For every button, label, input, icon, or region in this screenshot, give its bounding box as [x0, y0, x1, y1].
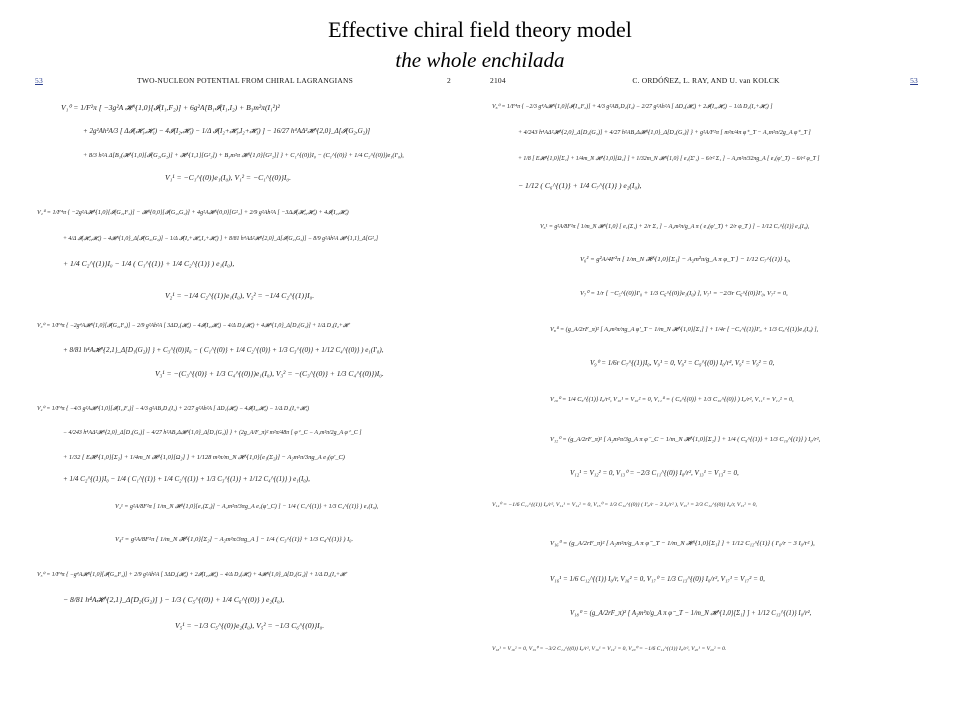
equation-line: + 1/32 [ E𝓗^{1,0}[Σ₂] + 1/4m_N 𝓗^{1,0}[Ω₂] ] + 1/128 m²π/m_N 𝓗^{1,0}[e₁(Σ₂)] − A₂m²π/3πg_A e₁(φ′_C) — [63, 454, 345, 461]
equation-line: V₆² = g²A/4F²π [ 1/m_N 𝓗^{1,0}[Σ₁] − A₂m²π/g_A π φ_T ] − 1/12 C₇^{(1)} I₀, — [580, 256, 791, 263]
equation-line: + 1/4 C₂^{(1)}I₀ − 1/4 ( C₁^{(1)} + 1/4 C₂^{(1)} + 1/3 C₃^{(1)} + 1/12 C₄^{(1)} ) e₁(I₀), — [63, 475, 310, 483]
left-page-link[interactable]: 53 — [35, 76, 43, 85]
equation-line: V₁₆¹ = 1/6 C₁₂^{(1)} I₀/r, V₁₆² = 0, V₁₇⁰ = 1/3 C₁₃^{(0)} I₀/r², V₁₇¹ = V₁₇² = 0, — [550, 575, 765, 583]
equation-line: + 4/243 h⁴AΔ²𝓗^{2,0}_Δ[D₂(G₂)] + 4/27 h²AB₂Δ𝓗^{1,0}_Δ[D₂(G₂)] } + g²A/F²π [ m²π/4π φ⁺_T − A₁m²π/2g_A φ⁺_T ] — [518, 130, 811, 136]
left-running-title: TWO-NUCLEON POTENTIAL FROM CHIRAL LAGRANGIANS — [137, 76, 353, 85]
right-running-title: C. ORDÓÑEZ, L. RAY, AND U. van KOLCK — [632, 76, 780, 85]
equation-line: + 2g²Ah²A/3 [ Δ𝓘(𝓗₁,𝓗₁) − 4𝓘(I₂,𝓗₁) − 1/Δ 𝓘(I₂+𝓗₁,I₂+𝓗₁) ] − 16/27 h⁴AΔ²𝓗^{2,0}_Δ[𝓘(G₂,G₂)] — [83, 127, 371, 135]
equation-line: V₁₈⁰ = (g_A/2rF_π)² [ A₂m²π/g_A π φ⁻_T − 1/m_N 𝓗^{1,0}[Σ₁] ] + 1/12 C₁₃^{(1)} I₀/r², — [570, 610, 812, 617]
equation-line: V₂¹ = −1/4 C₂^{(1)}e₁(I₀), V₂² = −1/4 C₂^{(1)}I₀. — [165, 291, 315, 300]
equation-line: V₈⁰ = (g_A/2rF_π)² [ A₂m²π/πg_A φ′_T − 1/m_N 𝓗^{1,0}[Σ₁] ] + 1/4r [ −C₅^{(1)}I′₀ + 1/3 C₆^{(1)}e₁(I₀) ], — [550, 326, 819, 333]
equation-line: V₁⁰ = 1/F²π [ −3g²A 𝓗^{1,0}[𝓘(I₁,F₂)] + 6g²A[B₁𝓘(I₁,I₂) + B₃m²π(I₁²)² — [61, 103, 280, 112]
equation-line: + 1/4 C₂^{(1)}I₀ − 1/4 ( C₁^{(1)} + 1/4 C₂^{(1)} ) e₁(I₀), — [63, 259, 235, 268]
equation-line: V₁¹ = −C₁^{(0)}e₁(I₀), V₁² = −C₁^{(0)}I₀. — [165, 173, 291, 182]
equation-line: V₁₄⁰ = −1/6 C₁₁^{(1)} I₀/r², V₁₄¹ = V₁₄² = 0, V₁₅⁰ = 1/3 C₁₂^{(0)} ( I′₀/r − 3 I₀/r² ), V₁₅¹ = 2/3 C₁₂^{(0)} I₀/r, V₁₅² = 0, — [492, 502, 757, 508]
equation-line: V₇⁰ = 1/r [ −C₅^{(0)}I′₀ + 1/3 C₆^{(0)}e₁(I₀) ], V₇¹ = −2/3r C₆^{(0)}I′₀, V₇² = 0, — [580, 290, 788, 297]
equation-line: V₄¹ = g²A/8F²π [ 1/m_N 𝓗^{1,0}[e₁(Σ₂)] − A₂m²π/3πg_A e₁(φ′_C) ] − 1/4 ( C₃^{(1)} + 1/3 C₄^{(1)} ) e₁(I₀), — [115, 504, 379, 510]
equation-line: V₃⁰ = 1/F⁴π { −2g⁴A𝓗^{1,0}[𝓘(G₂,F₂)] − 2/9 g²Ah²A [ 3ΔD₁(𝓗₂) − 4𝓘(I₂,𝓗₁) − 4/Δ D₁(𝓗₁) + 4𝓗^{1,0}_Δ[D₁(G₂)] + 1/Δ D₁(I₂+𝓗 — [37, 323, 349, 329]
equation-line: V₁₈¹ = V₁₈² = 0, V₁₉⁰ = −3/2 C₁₄^{(0)} I₀/r², V₁₉¹ = V₁₉² = 0, V₂₀⁰ = −1/6 C₁₄^{(1)} I₀/r², V₂₀¹ = V₂₀² = 0. — [492, 646, 727, 652]
equation-line: V₄² = g²A/8F²π [ 1/m_N 𝓗^{1,0}[Σ₂] − A₂m²π/3πg_A ] − 1/4 ( C₃^{(1)} + 1/3 C₄^{(1)} ) I₀. — [115, 536, 354, 543]
equation-line: V₂⁰ = 1/F⁴π { −2g²A𝓗^{1,0}[𝓘(G₂,F₂)] − 𝓗^{0,0}[𝓘(G₂,G₂)] + 4g²A𝓗^{0,0}[G²₂] + 2/9 g²Ah²A [ −3Δ𝓘(𝓗₂,𝓗₂) + 4𝓘(I₂,𝓗₂) — [37, 210, 349, 216]
equation-line: V₁₆⁰ = (g_A/2rF_π)² [ A₂m²π/g_A π φ⁻_T − 1/m_N 𝓗^{1,0}[Σ₁] ] + 1/12 C₁₂^{(1)} ( I′₀/r − 3 I₀/r² ), — [550, 540, 815, 547]
equation-line: V₉⁰ = 1/6r C₇^{(1)}I₀, V₉¹ = 0, V₉² = C₉^{(0)} I₀/r², V₉¹ = V₉² = 0, — [590, 359, 775, 367]
equation-line: − 8/81 h⁴A𝓗^{2,1}_Δ[D₂(G₂)] } − 1/3 ( C₅^{(0)} + 1/4 C₆^{(0)} ) e₂(I₀), — [63, 595, 285, 604]
right-page-link[interactable]: 53 — [910, 76, 918, 85]
equation-line: V₆⁰ = 1/F⁴π { −2/3 g⁴A𝓗^{1,0}[𝓘(I₁,F₂)] + 4/3 g²AB₂D₂(I₂) − 2/27 g²Ah²A [ ΔD₂(𝓗₂) + 2𝓘(I₂,𝓗₂) − 1/Δ D₂(I₂+𝓗₁) ] — [492, 104, 773, 110]
right-journal-page — [490, 76, 922, 700]
equation-line: V₁₀⁰ = 1/4 C₉^{(1)} I₀/r², V₁₀¹ = V₁₀² = 0, V₁₁⁰ = ( C₉^{(0)} + 1/3 C₁₀^{(0)} ) I₀/r², V₁₁¹ = V₁₁² = 0, — [550, 396, 794, 403]
right-page-header — [490, 76, 922, 90]
equation-line: V₅⁰ = 1/F⁴π { −g⁴A𝓗^{1,0}[𝓘(G₂,F₂)] + 2/9 g²Ah²A [ 3ΔD₂(𝓗₂) + 2𝓘(I₂,𝓗₂) − 4/Δ D₂(𝓗₁) + 4𝓗^{1,0}_Δ[D₂(G₂)] + 1/Δ D₂(I₂+𝓗 — [37, 572, 346, 578]
equation-line: + 8/3 h²A Δ[B₁(𝓗^{1,0}[𝓘(G₂,G₂)] + 𝓗^{1,1}[G²₂]) + B₃m²π 𝓗^{1,0}[G²₂]] } + C₁^{(0)}I₀ − (C₁^{(0)} + 1/4 C₂^{(0)})e₁(I′₀), — [83, 152, 404, 159]
equation-line: − 1/12 ( C₆^{(1)} + 1/4 C₇^{(1)} ) e₂(I₀), — [518, 181, 642, 190]
equation-line: V₃¹ = −(C₃^{(0)} + 1/3 C₄^{(0)})e₁(I₀), V₃² = −(C₃^{(0)} + 1/3 C₄^{(0)})I₀. — [155, 369, 384, 378]
slide-subtitle: the whole enchilada — [395, 48, 565, 72]
equation-line: + 4/Δ 𝓘(𝓗₁,𝓗₁) − 4𝓗^{1,0}_Δ[𝓘(G₂,G₂)] − 1/Δ 𝓘(I₂+𝓗₁,I₂+𝓗₁) ] + 8/81 h⁴AΔ²𝓗^{2,0}_Δ[𝓘(G₂,G₂)] − 8/9 g²Ah²A 𝓗^{1,1}_Δ[G²₂] — [63, 236, 379, 242]
equation-line: V₁₂¹ = V₁₂² = 0, V₁₃⁰ = −2/3 C₁₁^{(0)} I₀/r², V₁₃¹ = V₁₃² = 0, — [570, 469, 739, 477]
right-page-number: 2104 — [490, 76, 506, 85]
equation-line: − 4/243 h⁴AΔ²𝓗^{2,0}_Δ[D₁(G₂)] − 4/27 h²AB₂Δ𝓗^{1,0}_Δ[D₁(G₂)] } + (2g_A/F_π)² m²π/48π [ φ⁺_C − A₁m²π/2g_A φ⁺_C ] — [63, 430, 362, 436]
equation-line: V₁₂⁰ = (g_A/2rF_π)² [ A₂m²π/3g_A π φ⁻_C − 1/m_N 𝓗^{1,0}[Σ₂] ] + 1/4 ( C₉^{(1)} + 1/3 C₁₀^{(1)} ) I₀/r², — [550, 436, 821, 443]
slide-title: Effective chiral field theory model — [328, 17, 632, 42]
left-page-number: 2 — [447, 76, 451, 85]
left-journal-page — [35, 76, 455, 700]
equation-line: + 1/8 [ E𝓗^{1,0}[Σ₁] + 1/4m_N 𝓗^{1,0}[Ω₁] ] + 1/32m_N 𝓗^{1,0} [ e₁(Σ′₁) − 6/r² Σ₁ ] − A₂m²π/32πg_A [ e₁(φ′_T) − 6/r² φ_T ] — [518, 156, 820, 162]
equation-line: V₆¹ = g²A/8F²π [ 1/m_N 𝓗^{1,0} [ e₁(Σ₁) + 2/r Σ₁ ] − A₂m²π/g_A π ( e₁(φ′_T) + 2/r φ_T ) ] − 1/12 C₇^{(1)} e₂(I₀), — [540, 224, 810, 230]
left-page-header — [35, 76, 455, 90]
equation-line: + 8/81 h⁴A𝓗^{2,1}_Δ[D₁(G₂)] } + C₃^{(0)}I₀ − ( C₁^{(0)} + 1/4 C₂^{(0)} + 1/3 C₃^{(0)} + 1/12 C₄^{(0)} ) e₁(I′₀), — [63, 346, 384, 354]
equation-line: V₄⁰ = 1/F⁴π { −4/3 g²A𝓗^{1,0}[𝓘(I₁,F₂)] − 4/3 g²AB₂D₁(I₂) + 2/27 g²Ah²A [ ΔD₁(𝓗₂) − 4𝓘(I₂,𝓗₂) − 1/Δ D₁(I₂+𝓗₁) — [37, 406, 310, 412]
equation-line: V₅¹ = −1/3 C₅^{(0)}e₂(I₀), V₅² = −1/3 C₆^{(0)}I₀. — [175, 621, 325, 630]
